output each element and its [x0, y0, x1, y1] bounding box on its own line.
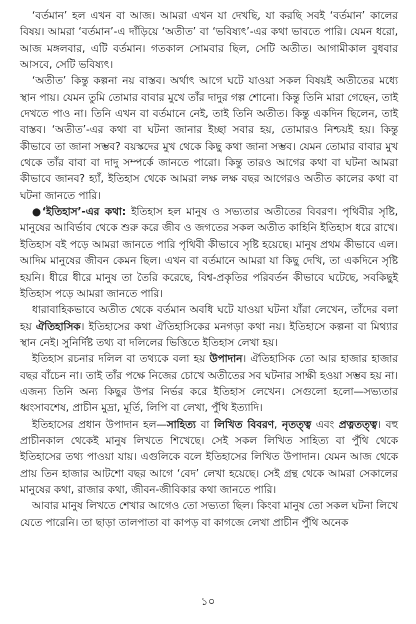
term-historian: ঐতিহাসিক — [35, 320, 81, 333]
paragraph-4-text-b: । ইতিহাসের কথা ঐতিহাসিকের মনগড়া কথা নয়। ইতিহাসে কল্পনা বা মিথ্যার স্থান নেই। সুনির্দিষ্ট তথ্য বা দলিলের ভিত্তিতে ইতিহাস লেখা হয়। — [20, 320, 398, 349]
section-heading: ‘ইতিহাস’-এর কথা: — [42, 206, 126, 219]
paragraph-1-text: ‘বর্তমান’ হল এখন বা আজ। আমরা এখন যা দেখছি, যা করছি সবই ‘বর্তমান’ কালের বিষয়। আমরা ‘বর্তমান’-এ দাঁড়িয়ে ‘অতীত’ বা ‘ভবিষ্যৎ’-এর কথা ভাবতে পারি। যেমন ধরো, আজ মঙ্গলবার, এটি বর্তমান। গতকাল সোমবার ছিল, সেটি অতীত। আগামীকাল বুধবার আসবে, সেটি ভবিষ্যৎ। — [20, 10, 398, 72]
paragraph-5-text-b: । ঐতিহাসিক তো আর হাজার হাজার বছর বাঁচেন না। তাই তাঁর পক্ষে নিজের চোখে অতীতের সব ঘটনার সাক্ষী হওয়া সম্ভব হয় না। এজন্য তিনি অন্য কিছুর উপর নির্ভর করে ইতিহাস লেখেন। সেগুলো হলো—সভ্যতার ধ্বংসাবশেষ, প্রাচীন মুদ্রা, মূর্তি, লিপি বা লেখা, পুঁথি ইত্যাদি। — [20, 353, 398, 415]
paragraph-7-text: আবার মানুষ লিখতে শেখার আগেও তো সভ্যতা ছিল। কিংবা মানুষ তো সকল ঘটনা লিখে যেতে পারেনি। তা ছাড়া তালপাতা বা কাপড় বা কাগজে লেখা প্রাচীন পুঁথি অনেক — [20, 500, 398, 529]
paragraph-6 — [20, 417, 398, 499]
paragraph-4-text-a: ধারাবাহিকভাবে অতীত থেকে বর্তমান অবধি ঘটে যাওয়া ঘটনা যাঁরা লেখেন, তাঁদের বলা হয় — [20, 304, 398, 333]
paragraph-6-sep-1: বা — [195, 418, 215, 431]
bullet-icon: ● — [32, 206, 42, 219]
paragraph-7 — [20, 498, 398, 531]
paragraph-1 — [20, 8, 398, 73]
paragraph-5 — [20, 351, 398, 416]
term-archaeology: প্রত্নতত্ত্ব — [338, 418, 378, 431]
term-anthropology: নৃতত্ত্ব — [282, 418, 312, 431]
term-source: উপাদান — [209, 353, 243, 366]
paragraph-2 — [20, 73, 398, 204]
body-text — [20, 8, 398, 531]
paragraph-3 — [20, 204, 398, 302]
term-written-account: লিখিত বিবরণ — [214, 418, 274, 431]
paragraph-6-text-a: ইতিহাসের প্রধান উপাদান হল— — [32, 418, 167, 431]
term-literature: সাহিত্য — [166, 418, 196, 431]
paragraph-6-sep-3: এবং — [311, 418, 339, 431]
paragraph-2-text: ‘অতীত’ কিন্তু কল্পনা নয় বাস্তব। অর্থাৎ আগে ঘটে যাওয়া সকল বিষয়ই অতীতের মধ্যে স্থান পায়। যেমন তুমি তোমার বাবার মুখে তাঁর দাদুর গল্প শোনো। কিন্তু তিনি মারা গেছেন, তাই দেখতে পাও না। তিনি এখন বা বর্তমানে নেই, তাই তিনি অতীত। কিন্তু একদিন ছিলেন, তাই বাস্তব। ‘অতীত’-এর কথা বা ঘটনা জানার ইচ্ছা সবার হয়, তোমারও নিশ্চয়ই হয়। কিন্তু কীভাবে তা জানা সম্ভব? বয়স্কদের মুখ থেকে কিছু কথা জানা সম্ভব। যেমন তোমার বাবার মুখ থেকে তাঁর বাবা বা দাদু সম্পর্কে জানতে পারো। কিন্তু তারও আগের কথা বা ঘটনা আমরা কীভাবে জানব? হ্যাঁ, ইতিহাস থেকে আমরা লক্ষ লক্ষ বছর আগেরও অতীত কালের কথা বা ঘটনা জানতে পারি। — [20, 75, 398, 202]
page-number: ১০ — [200, 595, 216, 608]
paragraph-6-sep-2: , — [273, 418, 282, 431]
paragraph-3-text: ইতিহাস হল মানুষ ও সভ্যতার অতীতের বিবরণ। পৃথিবীর সৃষ্টি, মানুষের আবির্ভাব থেকে শুরু করে জীব ও জগতের সকল অতীত কাহিনি ইতিহাস ধরে রাখে। ইতিহাস বই পড়ে আমরা জানতে পারি পৃথিবী কীভাবে সৃষ্টি হয়েছে। মানুষ প্রথম কীভাবে এল। আদিম মানুষের জীবন কেমন ছিল। এখন বা বর্তমানে আমরা যা কিছু দেখি, তা একদিনে সৃষ্টি হয়নি। ধীরে ধীরে মানুষ তা তৈরি করেছে, বিশ্ব-প্রকৃতির পরিবর্তন কীভাবে ঘটেছে, সবকিছুই ইতিহাস পড়ে আমরা জানতে পারি। — [20, 206, 398, 300]
paragraph-6-text-b: । বহু প্রাচীনকাল থেকেই মানুষ লিখতে শিখেছে। সেই সকল লিখিত সাহিত্য বা পুঁথি থেকে ইতিহাসের তথ্য পাওয়া যায়। এগুলিকে বলে ইতিহাসের লিখিত উপাদান। যেমন আজ থেকে প্রায় তিন হাজার আটশো বছর আগে ‘বেদ’ লেখা হয়েছে। সেই গ্রন্থ থেকে আমরা সেকালের মানুষের কথা, রাজার কথা, জীবন-জীবিকার কথা জানতে পারি। — [20, 418, 399, 496]
paragraph-5-text-a: ইতিহাস রচনার দলিল বা তথ্যকে বলা হয় — [32, 353, 210, 366]
paragraph-4 — [20, 302, 398, 351]
